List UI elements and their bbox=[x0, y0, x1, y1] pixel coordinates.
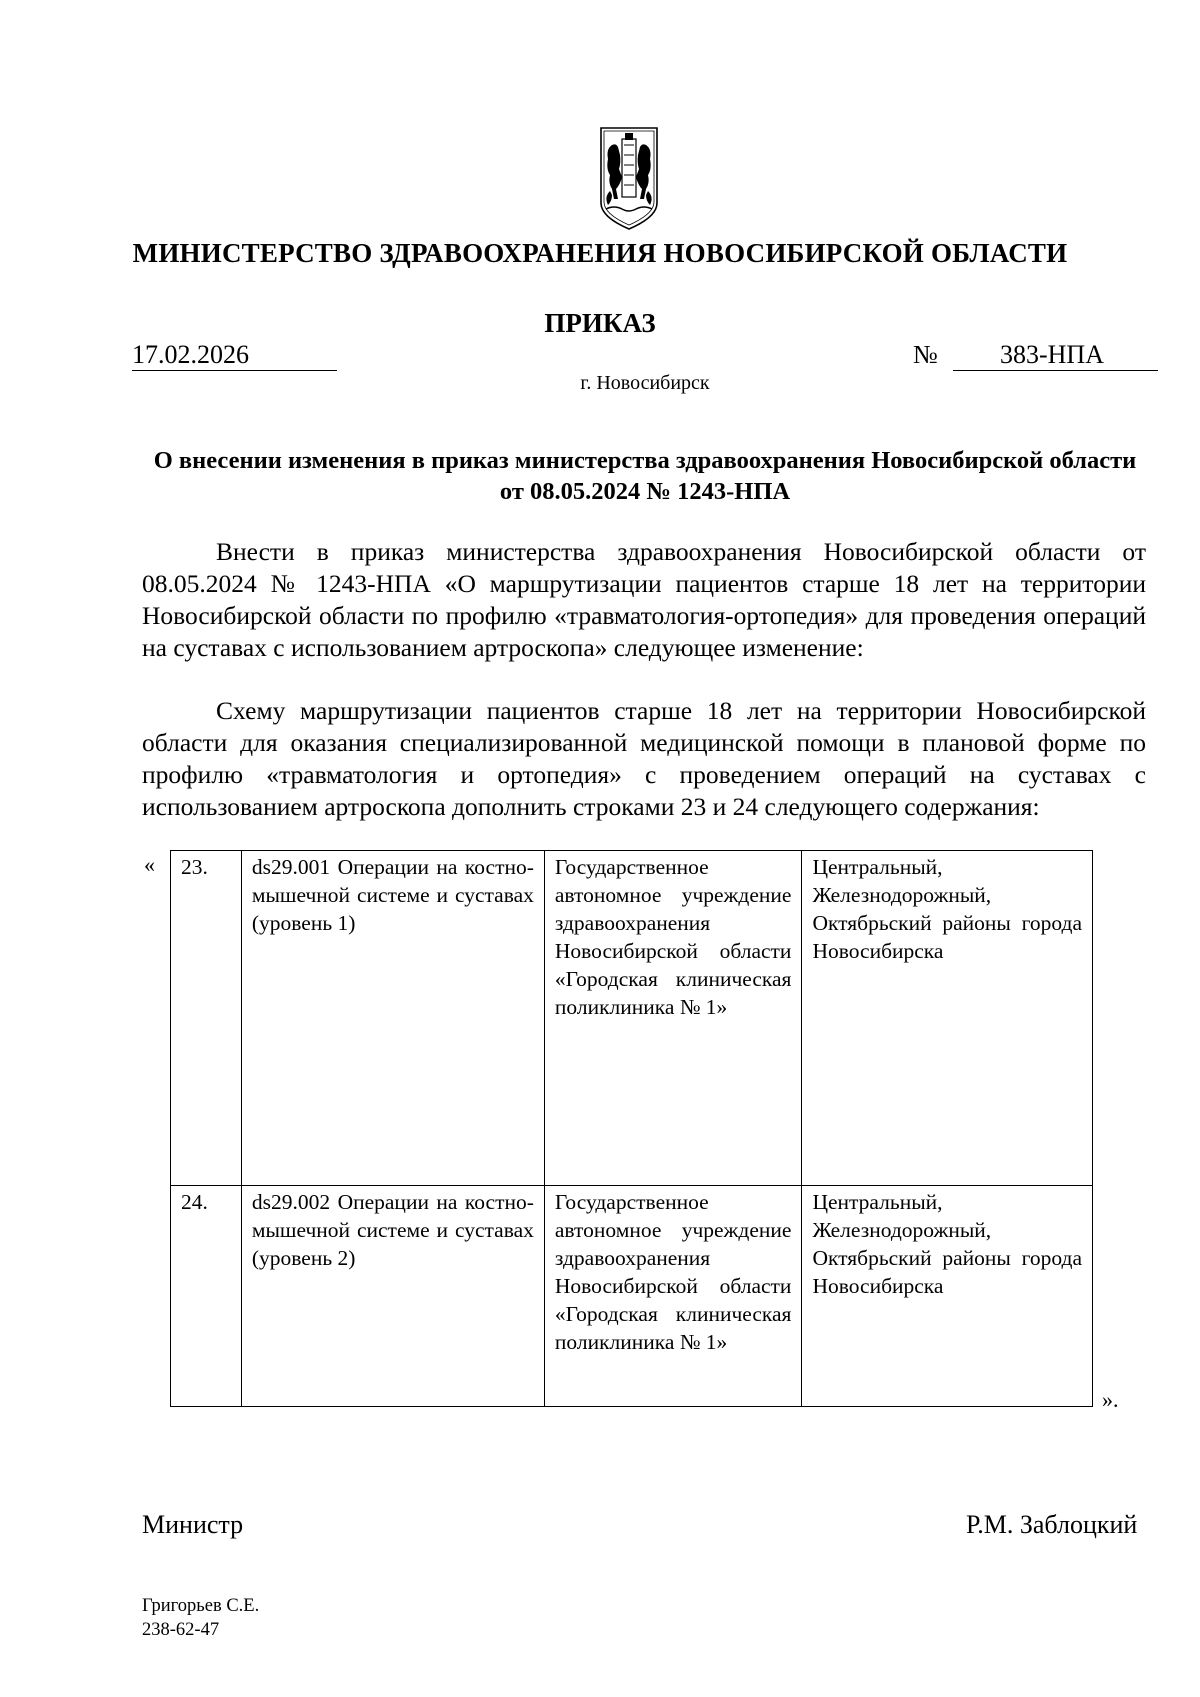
institution-cell: Государственное автономное учреждение здравоохранения Новосибирской области «Городская клиническая поликлиника № 1» bbox=[544, 851, 802, 1186]
signer-position: Министр bbox=[142, 1510, 244, 1539]
order-date: 17.02.2026 bbox=[132, 340, 249, 369]
operation-cell: ds29.001 Операции на костно-мышечной системе и суставах (уровень 1) bbox=[241, 851, 544, 1186]
city: г. Новосибирск bbox=[580, 372, 710, 394]
order-number: 383-НПА bbox=[1000, 340, 1104, 369]
number-sign: № bbox=[913, 340, 938, 369]
number-underline bbox=[953, 370, 1158, 371]
districts-cell: Центральный, Железнодорожный, Октябрьский районы города Новосибирска bbox=[802, 1186, 1093, 1407]
order-subject: О внесении изменения в приказ министерства здравоохранения Новосибирской области от 08.05.2024 № 1243-НПА bbox=[153, 447, 1137, 505]
executor-phone: 238-62-47 bbox=[142, 1620, 220, 1640]
body-paragraph-2: Схему маршрутизации пациентов старше 18 лет на территории Новосибирской области для оказания специализированной медицинской помощи в плановой форме по профилю «травматология и ортопедия» с проведением операций на суставах с использованием артроскопа дополнить строками 23 и 24 следующего содержания: bbox=[142, 696, 1146, 821]
document-type: ПРИКАЗ bbox=[544, 308, 656, 338]
coat-of-arms-emblem bbox=[598, 125, 660, 233]
table-quote-close: ». bbox=[1102, 1387, 1119, 1412]
table-quote-open: « bbox=[144, 852, 155, 877]
table-row bbox=[171, 1186, 1093, 1407]
operation-cell: ds29.002 Операции на костно-мышечной системе и суставах (уровень 2) bbox=[241, 1186, 544, 1407]
body-paragraph-1: Внести в приказ министерства здравоохранения Новосибирской области от 08.05.2024 № 1243-НПА «О маршрутизации пациентов старше 18 лет на территории Новосибирской области по профилю «травматология-ортопедия» для проведения операций на суставах с использованием артроскопа» следующее изменение: bbox=[142, 537, 1146, 662]
table-row bbox=[171, 851, 1093, 1186]
executor-info bbox=[142, 1594, 259, 1642]
row-number: 23. bbox=[171, 851, 242, 1186]
executor-name: Григорьев С.Е. bbox=[142, 1596, 260, 1616]
date-underline bbox=[132, 370, 337, 371]
ministry-name: МИНИСТЕРСТВО ЗДРАВООХРАНЕНИЯ НОВОСИБИРСКОЙ ОБЛАСТИ bbox=[132, 238, 1068, 268]
row-number: 24. bbox=[171, 1186, 242, 1407]
signer-name: Р.М. Заблоцкий bbox=[966, 1510, 1138, 1539]
districts-cell: Центральный, Железнодорожный, Октябрьский районы города Новосибирска bbox=[802, 851, 1093, 1186]
institution-cell: Государственное автономное учреждение здравоохранения Новосибирской области «Городская клиническая поликлиника № 1» bbox=[544, 1186, 802, 1407]
routing-table bbox=[170, 850, 1093, 1407]
